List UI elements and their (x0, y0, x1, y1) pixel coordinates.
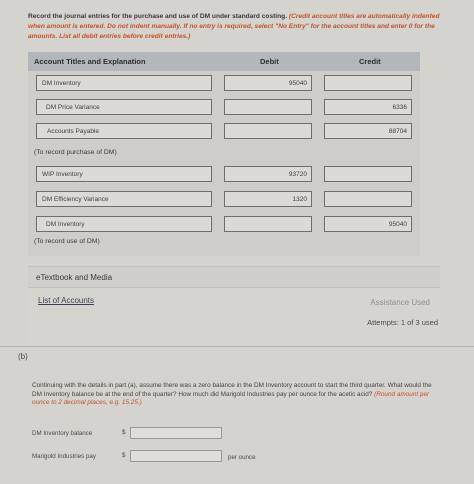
account-field-5[interactable] (36, 191, 212, 207)
debit-field-1-value: 95040 (288, 80, 307, 87)
credit-field-5[interactable] (324, 191, 412, 207)
use-note: (To record use of DM) (34, 238, 100, 245)
credit-field-3-value: 88704 (388, 128, 407, 135)
dm-inventory-balance-label: DM Inventory balance (32, 430, 93, 437)
assistance-used-label: Assistance Used (370, 298, 430, 307)
debit-field-4-value: 93720 (288, 171, 307, 178)
header-debit: Debit (260, 57, 279, 66)
part-b-hint: (Round amount per ounce to 2 decimal places, e.g. 15.25.) (32, 390, 430, 407)
account-field-5-text: DM Efficiency Variance (42, 196, 109, 203)
etextbook-bar[interactable] (28, 266, 440, 288)
part-b-question-text: Continuing with the details in part (a), assume there was a zero balance in the DM Inventory account to start the third quarter. What would the DM Inventory balance be at the end of the quarter? How much did Marigold Industries pay per ounce for the acetic acid? (32, 382, 432, 398)
instructions-warning: (Credit account titles are automatically indented when amount is entered. Do not indent manually. If no entry is required, select "No Entry" for the account titles and enter 0 for the amounts. List all debit entries before credit entries.) (28, 13, 440, 40)
credit-field-2-value: 6336 (392, 104, 407, 111)
credit-field-6-value: 95040 (388, 221, 407, 228)
per-ounce-suffix: per ounce (228, 454, 256, 461)
credit-field-6[interactable] (324, 216, 412, 232)
part-b-label: (b) (18, 352, 28, 361)
account-field-2[interactable] (36, 99, 212, 115)
debit-field-5[interactable] (224, 191, 312, 207)
account-field-1-text: DM Inventory (42, 80, 81, 87)
header-account: Account Titles and Explanation (34, 57, 146, 66)
debit-field-2[interactable] (224, 99, 312, 115)
account-field-2-text: DM Price Variance (46, 104, 100, 111)
purchase-note: (To record purchase of DM) (34, 149, 117, 156)
price-per-ounce-dollar-sign: $ (122, 452, 126, 459)
journal-table-header (28, 52, 420, 71)
debit-field-5-value: 1320 (292, 196, 307, 203)
account-field-6[interactable] (36, 216, 212, 232)
instructions-main: Record the journal entries for the purchase and use of DM under standard costing. (28, 13, 288, 20)
account-field-3[interactable] (36, 123, 212, 139)
credit-field-1[interactable] (324, 75, 412, 91)
price-per-ounce-label: Marigold Industries pay (32, 453, 96, 460)
credit-field-3[interactable] (324, 123, 412, 139)
list-of-accounts-link[interactable]: List of Accounts (38, 296, 95, 305)
section-divider (0, 346, 474, 347)
account-field-1[interactable] (36, 75, 212, 91)
instructions (28, 12, 448, 42)
attempt-panel (28, 288, 440, 344)
debit-field-1[interactable] (224, 75, 312, 91)
credit-field-2[interactable] (324, 99, 412, 115)
debit-field-4[interactable] (224, 166, 312, 182)
dm-inventory-balance-input[interactable] (130, 427, 222, 439)
part-b-question (32, 382, 432, 408)
dm-inventory-dollar-sign: $ (122, 429, 126, 436)
account-field-4[interactable] (36, 166, 212, 182)
attempts-counter: Attempts: 1 of 3 used (367, 318, 438, 327)
account-field-4-text: WIP Inventory (42, 171, 83, 178)
account-field-3-text: Accounts Payable (47, 128, 100, 135)
credit-field-4[interactable] (324, 166, 412, 182)
debit-field-6[interactable] (224, 216, 312, 232)
header-credit: Credit (359, 57, 381, 66)
etextbook-label: eTextbook and Media (36, 273, 113, 282)
account-field-6-text: DM Inventory (46, 221, 85, 228)
debit-field-3[interactable] (224, 123, 312, 139)
price-per-ounce-input[interactable] (130, 450, 222, 462)
